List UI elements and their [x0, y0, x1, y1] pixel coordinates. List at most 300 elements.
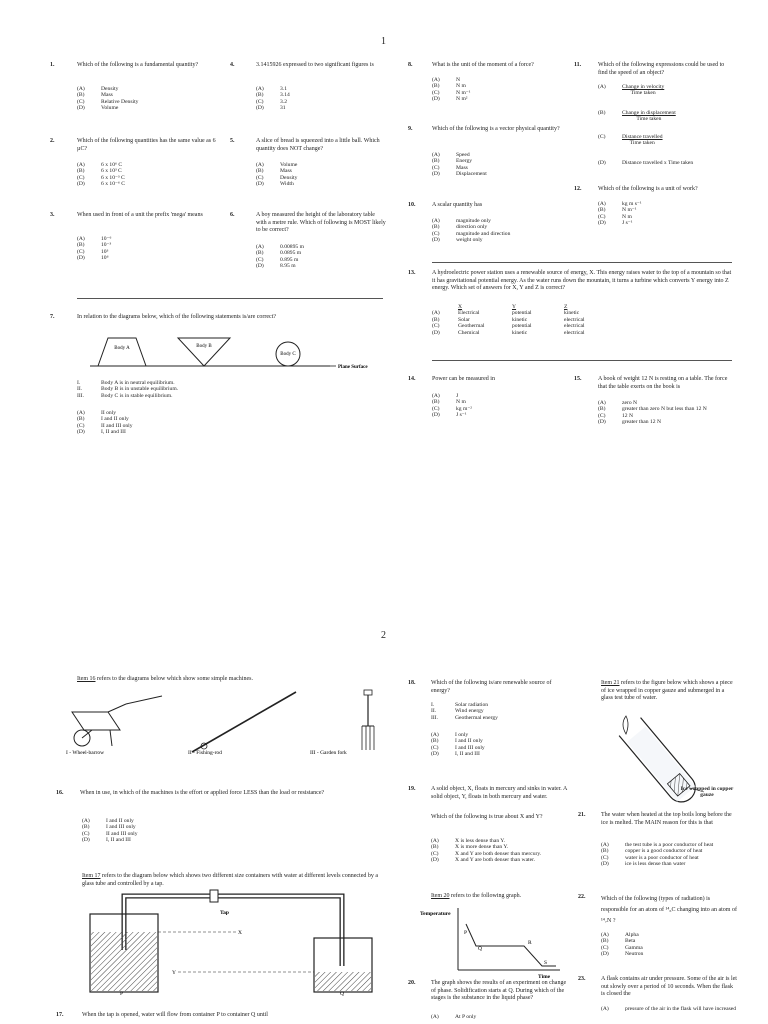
level-x-label: X: [238, 930, 242, 936]
q16-option-4: [82, 837, 138, 843]
option-text: Density: [101, 86, 119, 92]
q13-cell: kinetic: [512, 316, 528, 323]
option-text: pressure of the air in the flask will have increased: [625, 1006, 737, 1012]
option-letter: (C): [77, 98, 85, 105]
q15-number: 15.: [574, 376, 582, 382]
option-letter: (A): [77, 410, 85, 416]
option-text: X and Y are both denser than water.: [455, 857, 536, 864]
ice-gauze-label: Ice wrapped in copper gauze: [680, 786, 734, 798]
option-text: Body A is in neutral equilibrium.: [101, 380, 175, 386]
option-letter: (B): [77, 92, 85, 99]
q13-cell: kinetic: [564, 310, 580, 317]
option-letter: (A): [601, 1006, 609, 1012]
q8-text: What is the unit of the moment of a force?: [432, 62, 534, 68]
q13-cell: (D): [432, 329, 440, 336]
option-text: 6 x 10³ C: [101, 168, 122, 175]
q7-text: In relation to the diagrams below, which of the following statements is/are correct?: [77, 314, 277, 320]
option-letter: (A): [598, 400, 606, 406]
option-letter: (C): [601, 854, 609, 861]
q12-number: 12.: [574, 186, 582, 192]
q7-option-4: [77, 429, 133, 435]
option-letter: (C): [432, 89, 440, 96]
q1-number: 1.: [50, 62, 55, 68]
option-text: I and III only: [455, 744, 485, 751]
q23-options: [601, 1006, 737, 1012]
item21-intro: Item 21 refers to the figure below which shows a piece of ice wrapped in copper gauze and submerged in a glass test tube of water.: [601, 680, 733, 701]
q13-cell: Chemical: [458, 329, 480, 336]
option-text: J: [456, 393, 459, 399]
option-letter: (B): [256, 168, 264, 175]
q12-text: Which of the following is a unit of work?: [598, 186, 698, 192]
option-text: 0.00895 m: [280, 244, 304, 250]
q13-header-x: X: [458, 304, 463, 310]
q3-number: 3.: [50, 212, 55, 218]
option-letter: (A): [431, 1014, 439, 1020]
option-text: J s⁻¹: [622, 220, 633, 227]
option-text: N m: [456, 399, 466, 406]
q2-option-4: [77, 181, 125, 187]
wheelbarrow-label: I - Wheel-barrow: [66, 750, 105, 756]
q9-number: 9.: [408, 126, 413, 132]
option-text: II and III only: [106, 830, 138, 837]
q22-options: [601, 932, 643, 958]
option-letter: (B): [431, 738, 439, 745]
option-text: I and II only: [455, 738, 483, 745]
graph-xlabel: Time: [538, 974, 551, 980]
q6-options: [256, 244, 304, 270]
q14-option-4: [432, 412, 472, 418]
q1-options: [77, 86, 138, 112]
option-letter: (D): [601, 861, 609, 868]
option-letter: (C): [431, 850, 439, 857]
option-text: Body C is in stable equilibrium.: [101, 392, 173, 399]
item20-intro: Item 20 refers to the following graph.: [431, 893, 522, 899]
option-letter: (D): [598, 220, 606, 227]
q4-number: 4.: [230, 62, 235, 68]
option-letter: (B): [77, 168, 85, 175]
option-letter: (A): [82, 818, 90, 824]
option-letter: (B): [432, 399, 440, 406]
option-letter: (C): [432, 230, 440, 237]
option-letter: (A): [77, 162, 85, 168]
q4-options: [256, 86, 290, 112]
option-letter: (A): [77, 236, 85, 242]
option-text: 6 x 10⁻³ C: [101, 174, 125, 181]
option-letter: (B): [432, 224, 440, 231]
option-letter: (B): [82, 824, 90, 831]
option-text: 0.0895 m: [280, 250, 302, 257]
option-text: Mass: [280, 168, 292, 175]
option-letter: (B): [601, 848, 609, 855]
option-text: Geothermal energy: [455, 714, 498, 721]
option-letter: II.: [77, 386, 83, 393]
q9-option-4: [432, 171, 487, 177]
q9-text: Which of the following is a vector physical quantity?: [432, 126, 560, 132]
q13-cell: Geothermal: [458, 323, 485, 330]
option-letter: (B): [432, 158, 440, 165]
option-letter: (B): [77, 242, 85, 249]
q8-options: [432, 77, 470, 103]
point-r-label: R: [528, 940, 532, 946]
q21-options: [601, 842, 737, 868]
option-letter: (B): [431, 844, 439, 851]
option-text: ice is less dense than water: [625, 861, 686, 868]
q21-option-4: [601, 861, 737, 867]
option-text: weight only: [456, 237, 483, 244]
q11-option-c: (C) $\frac{\text{Distance travelled}}{\text{Time taken}}$: [598, 134, 663, 147]
q13-cell: electrical: [564, 323, 585, 330]
q14-options: [432, 393, 472, 419]
option-text: I only: [455, 732, 469, 738]
option-letter: (D): [77, 105, 85, 112]
option-letter: (D): [432, 96, 440, 103]
option-letter: (D): [256, 263, 264, 270]
option-text: I and III only: [106, 824, 136, 831]
option-letter: I.: [431, 702, 435, 708]
container-q-label: Q: [340, 991, 344, 997]
option-letter: III.: [77, 392, 84, 399]
body-c-label: Body C: [280, 352, 296, 357]
q13-number: 13.: [408, 270, 416, 276]
q14-number: 14.: [408, 376, 416, 382]
simple-machines-diagram: [64, 690, 394, 760]
q7-options: [77, 410, 133, 436]
q12-options: [598, 201, 642, 227]
equilibrium-diagram: [90, 334, 380, 374]
item17-intro: Item 17 refers to the diagram below which shows two different size containers with water at different levels connected by a glass tube and controlled by a tap.: [82, 873, 379, 887]
option-text: Volume: [280, 162, 298, 168]
divider-rule: [77, 298, 383, 299]
option-text: Mass: [456, 164, 468, 171]
option-text: magnitude and direction: [456, 230, 511, 237]
q18-text: Which of the following is/are renewable source of energy?: [431, 680, 552, 694]
option-text: X is more dense than Y.: [455, 844, 509, 851]
q11-text: Which of the following expressions could be used to find the speed of an object?: [598, 62, 725, 76]
option-text: I, II and III: [455, 751, 480, 758]
q1-option-4: [77, 105, 138, 111]
option-letter: (B): [256, 92, 264, 99]
option-text: kg m⁻²: [456, 405, 472, 412]
option-text: copper is a good conductor of heat: [625, 848, 703, 855]
divider-rule: [432, 360, 732, 361]
option-text: Mass: [101, 92, 113, 99]
q8-number: 8.: [408, 62, 413, 68]
q23-number: 23.: [578, 976, 586, 982]
option-text: 6 x 10⁻⁶ C: [101, 181, 126, 188]
container-p-water: [91, 932, 157, 991]
q13-text: A hydroelectric power station uses a renewable source of energy, X. This energy raises water to the top of a mountain so that it has gravitational potential energy. As the water runs down the mountain, it turns a turbine which converts Y energy into Z energy. Which set of answers for X, Y and Z is correct?: [432, 270, 732, 291]
q5-option-4: [256, 181, 297, 187]
option-text: Relative Density: [101, 98, 139, 105]
q13-cell: potential: [512, 323, 532, 330]
option-text: I and II only: [106, 818, 134, 824]
option-letter: (D): [82, 837, 90, 844]
option-text: 8.95 m: [280, 263, 296, 270]
container-p-label: P: [120, 991, 124, 997]
option-letter: (D): [431, 857, 439, 864]
q4-option-4: [256, 105, 290, 111]
option-text: 3.1: [280, 86, 287, 92]
q7-statements: [77, 380, 178, 399]
wheelbarrow-drawing: [72, 696, 162, 746]
q20-number: 20.: [408, 980, 416, 986]
option-text: greater than zero N but less than 12 N: [622, 406, 707, 413]
q19-text: A solid object, X, floats in mercury and sinks in water. A solid object, Y, floats in both mercury and water.: [431, 786, 567, 800]
divider-rule: [432, 262, 732, 263]
q3-text: When used in front of a unit the prefix 'mega' means: [77, 212, 203, 218]
q14-text: Power can be measured in: [432, 376, 495, 382]
option-text: water is a poor conductor of heat: [625, 854, 699, 861]
q13-header-z: Z: [564, 304, 568, 310]
option-letter: III.: [431, 714, 438, 721]
option-text: Displacement: [456, 171, 487, 178]
option-letter: (D): [598, 419, 606, 426]
option-letter: (C): [256, 174, 264, 181]
option-text: Energy: [456, 158, 473, 165]
q18-statement-3: [431, 715, 498, 721]
option-letter: (C): [598, 412, 606, 419]
q6-text: A boy measured the height of the laboratory table with a metre rule. Which of following is MOST likely to be correct?: [256, 212, 386, 233]
q13-answer-table: [432, 304, 589, 336]
q18-statements: [431, 702, 498, 721]
q13-header-y: Y: [512, 304, 517, 310]
q23-text: A flask contains air under pressure. Some of the air is let out slowly over a period of 10 seconds. When the flask is closed the: [601, 976, 737, 997]
option-text: N m: [456, 83, 466, 90]
body-b-label: Body B: [196, 344, 212, 349]
option-text: Neutron: [625, 951, 644, 958]
option-letter: (C): [601, 944, 609, 951]
q19-text2: Which of the following is true about X and Y?: [431, 814, 543, 820]
option-letter: (D): [431, 751, 439, 758]
q13-row-4: [432, 330, 589, 336]
option-letter: (C): [432, 164, 440, 171]
option-letter: (A): [431, 732, 439, 738]
body-a-label: Body A: [114, 346, 130, 351]
option-letter: (C): [431, 744, 439, 751]
option-text: 6 x 10⁶ C: [101, 162, 123, 168]
q16-number: 16.: [56, 790, 64, 796]
q23-option-1: [601, 1006, 737, 1012]
option-letter: (A): [432, 393, 440, 399]
option-text: J s⁻¹: [456, 412, 467, 419]
q19-option-4: [431, 857, 571, 863]
option-letter: (B): [256, 250, 264, 257]
option-text: direction only: [456, 224, 488, 231]
q7-number: 7.: [50, 314, 55, 320]
option-text: greater than 12 N: [622, 419, 661, 426]
option-text: 31: [280, 105, 286, 112]
q13-cell: (B): [432, 316, 440, 323]
option-text: Gamma: [625, 944, 643, 951]
q10-text: A scalar quantity has: [432, 202, 483, 208]
option-text: Speed: [456, 152, 470, 158]
option-text: kg m s⁻¹: [622, 201, 642, 207]
q18-option-4: [431, 751, 485, 757]
option-text: Alpha: [625, 932, 639, 938]
option-letter: (A): [256, 244, 264, 250]
option-text: Density: [280, 174, 298, 181]
q13-cell: potential: [512, 310, 532, 317]
q6-option-4: [256, 263, 304, 269]
option-letter: (C): [598, 213, 606, 220]
q22-option-4: [601, 951, 643, 957]
option-letter: (C): [256, 256, 264, 263]
q13-cell: Solar: [458, 316, 470, 323]
q11-option-b: (B) $\frac{\text{Change in displacement}}{\text{Time taken}}$: [598, 110, 676, 123]
option-letter: (A): [601, 932, 609, 938]
option-letter: (D): [432, 412, 440, 419]
tap-label: Tap: [220, 910, 229, 916]
option-letter: (C): [256, 98, 264, 105]
option-text: magnitude only: [456, 218, 491, 224]
q13-cell: kinetic: [512, 329, 528, 336]
q20-options: [431, 1014, 476, 1020]
container-q-water: [315, 972, 371, 991]
page-number-1: 1: [381, 36, 386, 47]
q16-text: When in use, in which of the machines is the effort or applied force LESS than the load or resistance?: [80, 790, 325, 796]
option-text: 10⁶: [101, 255, 109, 262]
cooling-graph: [420, 906, 570, 980]
option-text: Volume: [101, 105, 119, 112]
q22-text: Which of the following (types of radiation) is responsible for an atom of ¹⁴₆C changing into an atom of ¹⁴₇N ?: [601, 896, 737, 924]
q1-text: Which of the following is a fundamental quantity?: [77, 62, 199, 68]
level-y-label: Y: [172, 970, 176, 976]
fishing-rod-label: II - Fishing-rod: [188, 750, 222, 756]
option-letter: (A): [601, 842, 609, 848]
q7-statement-3: [77, 393, 178, 399]
option-letter: (A): [256, 162, 264, 168]
q2-text: Which of the following quantities has the same value as 6 µC?: [77, 138, 216, 152]
option-letter: (B): [598, 207, 606, 214]
option-text: 3.2: [280, 98, 287, 105]
option-text: I, II and III: [101, 429, 126, 436]
garden-fork-label: III - Garden fork: [310, 750, 347, 756]
q11-number: 11.: [574, 62, 582, 68]
q12-option-4: [598, 220, 642, 226]
option-text: 10⁻³: [101, 242, 112, 249]
option-text: N m⁻¹: [622, 207, 637, 214]
option-letter: (A): [432, 218, 440, 224]
q20-option-1: [431, 1014, 476, 1020]
option-text: Width: [280, 181, 294, 188]
q10-options: [432, 218, 510, 244]
option-letter: (D): [432, 237, 440, 244]
option-letter: (B): [432, 83, 440, 90]
q5-options: [256, 162, 297, 188]
option-letter: (A): [256, 86, 264, 92]
option-letter: II.: [431, 708, 437, 715]
option-text: Wind energy: [455, 708, 484, 715]
option-text: 10³: [101, 248, 109, 255]
q21-text: The water when heated at the top boils long before the ice is melted. The MAIN reason for this is that: [601, 812, 732, 826]
q2-options: [77, 162, 125, 188]
option-letter: (C): [77, 422, 85, 429]
option-letter: (D): [256, 105, 264, 112]
q3-option-4: [77, 255, 112, 261]
q11-option-d: (D) Distance travelled x Time taken: [598, 160, 694, 166]
q8-option-4: [432, 96, 470, 102]
option-letter: (A): [432, 77, 440, 83]
option-letter: (D): [256, 181, 264, 188]
option-text: Body B is in unstable equilibrium.: [101, 386, 179, 393]
q3-options: [77, 236, 112, 262]
q10-option-4: [432, 237, 510, 243]
q10-number: 10.: [408, 202, 416, 208]
point-s-label: S: [544, 960, 548, 966]
q21-number: 21.: [578, 812, 586, 818]
option-text: 10⁻⁶: [101, 236, 112, 242]
option-text: X is less dense than Y.: [455, 838, 506, 844]
point-p-label: P: [464, 930, 468, 936]
tap-icon: [210, 890, 218, 902]
cooling-curve: [466, 924, 556, 966]
option-letter: (B): [598, 406, 606, 413]
option-text: X and Y are both denser than mercury.: [455, 850, 542, 857]
option-text: N: [456, 77, 461, 83]
q19-number: 19.: [408, 786, 416, 792]
q20-text: The graph shows the results of an experiment on change of phase. Solidification starts at Q. During which of the stages is the substance in the liquid phase?: [431, 980, 567, 1001]
option-letter: (C): [77, 174, 85, 181]
option-text: 12 N: [622, 412, 634, 419]
option-letter: (C): [82, 830, 90, 837]
q15-text: A book of weight 12 N is resting on a table. The force that the table exerts on the book is: [598, 376, 728, 390]
garden-fork-drawing: [362, 690, 374, 750]
option-letter: (B): [601, 938, 609, 945]
q4-text: 3.1415926 expressed to two significant figures is: [256, 62, 374, 68]
option-text: zero N: [622, 400, 638, 406]
option-text: II only: [101, 410, 117, 416]
option-text: 0.895 m: [280, 256, 299, 263]
option-text: N m: [622, 213, 632, 220]
q13-cell: (A): [432, 310, 440, 317]
option-letter: (B): [77, 416, 85, 423]
option-text: N m²: [456, 96, 468, 103]
flame-icon: [623, 716, 628, 734]
option-letter: (D): [77, 181, 85, 188]
point-q-label: Q: [478, 946, 482, 952]
option-letter: (A): [598, 201, 606, 207]
item16-intro: Item 16 refers to the diagrams below which show some simple machines.: [77, 676, 253, 682]
page-number-2: 2: [381, 630, 386, 641]
plane-surface-label: Plane Surface: [338, 365, 368, 370]
option-text: Beta: [625, 938, 636, 945]
q19-options: [431, 838, 571, 864]
containers-diagram: [88, 892, 388, 996]
option-text: the test tube is a poor conductor of heat: [625, 842, 714, 848]
q18-number: 18.: [408, 680, 416, 686]
option-letter: (A): [432, 152, 440, 158]
q13-rows: [432, 310, 589, 336]
option-text: I, II and III: [106, 837, 131, 844]
option-text: At P only: [455, 1014, 477, 1020]
q17-number: 17.: [56, 1012, 64, 1018]
option-letter: (D): [432, 171, 440, 178]
option-letter: (C): [77, 248, 85, 255]
q13-cell: Electrical: [458, 310, 480, 317]
fishing-rod-drawing: [192, 692, 296, 752]
q17-text: When the tap is opened, water will flow from container P to container Q until: [82, 1012, 268, 1018]
option-text: I and II only: [101, 416, 129, 423]
option-letter: (D): [601, 951, 609, 958]
option-text: II and III only: [101, 422, 133, 429]
q6-number: 6.: [230, 212, 235, 218]
option-text: 3.14: [280, 92, 290, 99]
body-b-triangle: [178, 338, 230, 366]
q9-options: [432, 152, 487, 178]
q13-cell: electrical: [564, 316, 585, 323]
q22-number: 22.: [578, 894, 586, 900]
q18-options: [431, 732, 485, 758]
